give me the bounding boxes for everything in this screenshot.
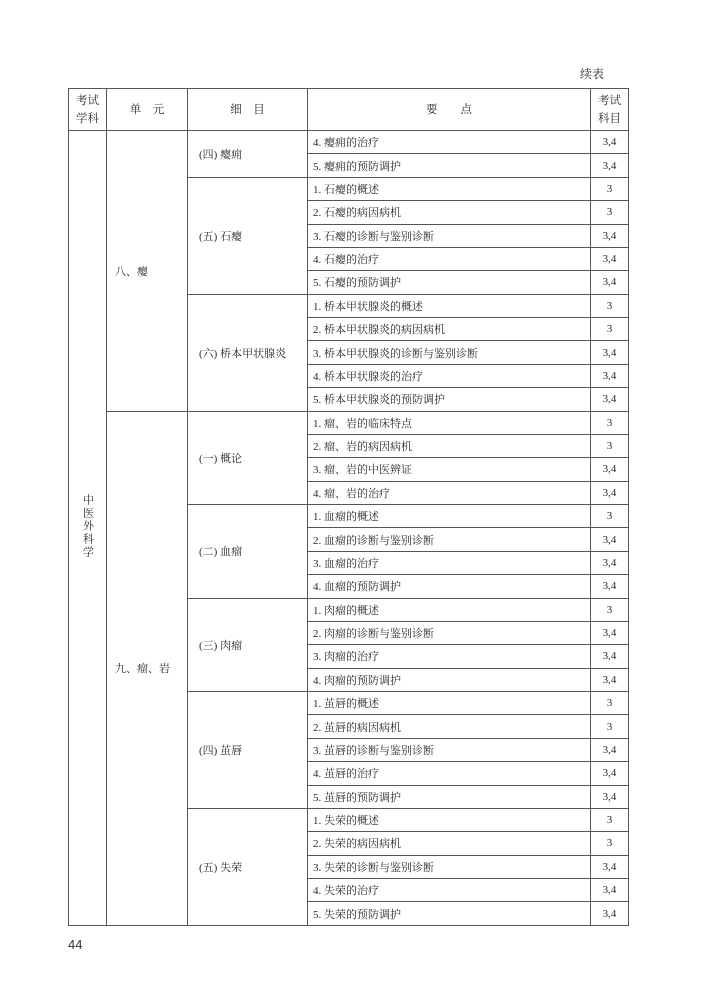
key-point-cell: 3. 石瘿的诊断与鉴别诊断 [308,224,591,247]
key-point-cell: 3. 失荣的诊断与鉴别诊断 [308,855,591,878]
subject-label: 中医外科学 [81,493,94,559]
exam-course-cell: 3 [591,692,629,715]
key-point-cell: 3. 血瘤的治疗 [308,551,591,574]
key-point-cell: 4. 桥本甲状腺炎的治疗 [308,364,591,387]
key-point-cell: 1. 瘤、岩的临床特点 [308,411,591,434]
header-exam-subject-line1: 考试 [76,94,99,107]
exam-course-cell: 3,4 [591,762,629,785]
key-point-cell: 5. 失荣的预防调护 [308,902,591,925]
key-point-cell: 4. 血瘤的预防调护 [308,575,591,598]
exam-course-cell: 3 [591,318,629,341]
exam-course-cell: 3,4 [591,785,629,808]
exam-course-cell: 3 [591,411,629,434]
exam-course-cell: 3 [591,505,629,528]
key-point-cell: 2. 石瘿的病因病机 [308,201,591,224]
key-point-cell: 2. 瘤、岩的病因病机 [308,434,591,457]
exam-course-cell: 3 [591,598,629,621]
key-point-cell: 5. 桥本甲状腺炎的预防调护 [308,388,591,411]
exam-course-cell: 3 [591,715,629,738]
exam-course-cell: 3,4 [591,551,629,574]
exam-course-cell: 3,4 [591,879,629,902]
item-cell: (五) 石瘿 [188,177,308,294]
key-point-cell: 4. 肉瘤的预防调护 [308,668,591,691]
key-point-cell: 1. 肉瘤的概述 [308,598,591,621]
key-point-cell: 1. 桥本甲状腺炎的概述 [308,294,591,317]
exam-course-cell: 3,4 [591,388,629,411]
exam-course-cell: 3,4 [591,738,629,761]
header-exam-course-line1: 考试 [598,94,621,107]
exam-course-cell: 3,4 [591,528,629,551]
key-point-cell: 1. 血瘤的概述 [308,505,591,528]
item-cell: (六) 桥本甲状腺炎 [188,294,308,411]
key-point-cell: 3. 桥本甲状腺炎的诊断与鉴别诊断 [308,341,591,364]
item-cell: (四) 瘿痈 [188,131,308,178]
exam-course-cell: 3,4 [591,668,629,691]
exam-course-cell: 3 [591,832,629,855]
header-unit: 单 元 [107,89,188,131]
item-cell: (四) 茧唇 [188,692,308,809]
exam-course-cell: 3,4 [591,902,629,925]
exam-course-cell: 3,4 [591,364,629,387]
item-cell: (二) 血瘤 [188,505,308,599]
page-number: 44 [68,937,83,952]
header-key-points: 要 点 [308,89,591,131]
exam-course-cell: 3,4 [591,224,629,247]
table-row [69,411,629,434]
header-item: 细 目 [188,89,308,131]
key-point-cell: 5. 瘿痈的预防调护 [308,154,591,177]
key-point-cell: 4. 石瘿的治疗 [308,247,591,270]
key-point-cell: 4. 失荣的治疗 [308,879,591,902]
key-point-cell: 3. 肉瘤的治疗 [308,645,591,668]
key-point-cell: 1. 石瘿的概述 [308,177,591,200]
exam-course-cell: 3,4 [591,247,629,270]
key-point-cell: 3. 瘤、岩的中医辨证 [308,458,591,481]
exam-course-cell: 3,4 [591,458,629,481]
key-point-cell: 4. 瘤、岩的治疗 [308,481,591,504]
exam-course-cell: 3,4 [591,481,629,504]
exam-course-cell: 3,4 [591,575,629,598]
key-point-cell: 2. 血瘤的诊断与鉴别诊断 [308,528,591,551]
item-cell: (五) 失荣 [188,808,308,925]
exam-course-cell: 3 [591,808,629,831]
key-point-cell: 5. 茧唇的预防调护 [308,785,591,808]
exam-course-cell: 3,4 [591,855,629,878]
unit-cell: 九、瘤、岩 [107,411,188,925]
header-exam-course [591,89,629,131]
key-point-cell: 4. 茧唇的治疗 [308,762,591,785]
exam-course-cell: 3,4 [591,154,629,177]
header-exam-subject [69,89,107,131]
exam-course-cell: 3,4 [591,131,629,154]
exam-course-cell: 3,4 [591,341,629,364]
syllabus-table [68,88,629,926]
subject-cell [69,131,107,926]
unit-cell: 八、瘿 [107,131,188,412]
header-exam-course-line2: 科目 [598,112,621,125]
exam-course-cell: 3,4 [591,621,629,644]
header-exam-subject-line2: 学科 [76,112,99,125]
exam-course-cell: 3 [591,201,629,224]
table-body [69,131,629,926]
key-point-cell: 2. 桥本甲状腺炎的病因病机 [308,318,591,341]
exam-course-cell: 3,4 [591,645,629,668]
key-point-cell: 2. 失荣的病因病机 [308,832,591,855]
item-cell: (三) 肉瘤 [188,598,308,692]
key-point-cell: 2. 肉瘤的诊断与鉴别诊断 [308,621,591,644]
table-row [69,131,629,154]
item-cell: (一) 概论 [188,411,308,505]
table-header [69,89,629,131]
exam-course-cell: 3 [591,434,629,457]
key-point-cell: 1. 茧唇的概述 [308,692,591,715]
header-row [69,89,629,131]
key-point-cell: 4. 瘿痈的治疗 [308,131,591,154]
key-point-cell: 3. 茧唇的诊断与鉴别诊断 [308,738,591,761]
continued-table-label: 续表 [580,67,605,81]
key-point-cell: 5. 石瘿的预防调护 [308,271,591,294]
key-point-cell: 2. 茧唇的病因病机 [308,715,591,738]
key-point-cell: 1. 失荣的概述 [308,808,591,831]
exam-course-cell: 3 [591,294,629,317]
exam-course-cell: 3 [591,177,629,200]
exam-course-cell: 3,4 [591,271,629,294]
